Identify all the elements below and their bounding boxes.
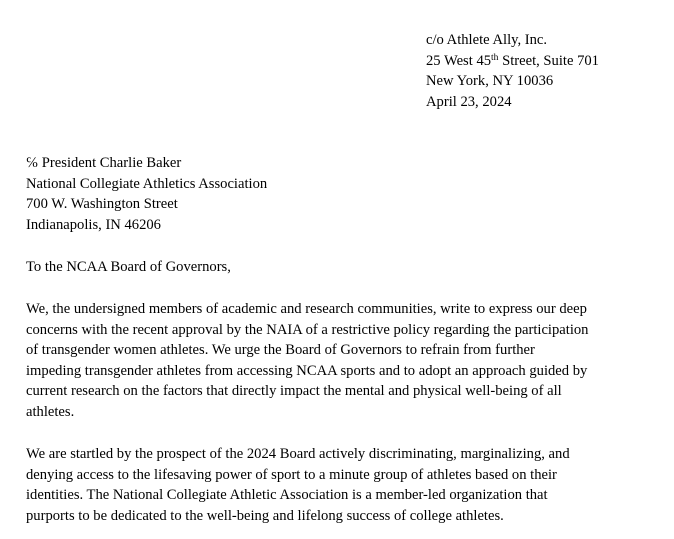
body-paragraph-2 bbox=[26, 444, 648, 526]
paragraph-line: current research on the factors that directly impact the mental and physical well-being of all bbox=[26, 383, 562, 400]
paragraph-line: We, the undersigned members of academic and research communities, write to express our deep bbox=[26, 301, 587, 317]
sender-organization: c/o Athlete Ally, Inc. bbox=[426, 32, 548, 48]
paragraph-line: impeding transgender athletes from accessing NCAA sports and to adopt an approach guided by bbox=[26, 362, 588, 379]
sender-street-number: 25 West 45 bbox=[426, 52, 492, 69]
recipient-name: ℅ President Charlie Baker bbox=[26, 155, 182, 171]
recipient-street: 700 W. Washington Street bbox=[26, 196, 178, 213]
recipient-city: Indianapolis, IN 46206 bbox=[26, 216, 161, 233]
recipient-address-block bbox=[26, 153, 267, 235]
paragraph-line: denying access to the lifesaving power of sport to a minute group of athletes based on their bbox=[26, 466, 557, 483]
salutation: To the NCAA Board of Governors, bbox=[26, 259, 231, 275]
sender-address-block bbox=[426, 30, 599, 112]
sender-street-rest: Street, Suite 701 bbox=[498, 52, 599, 69]
paragraph-line: identities. The National Collegiate Athletic Association is a member-led organization that bbox=[26, 487, 548, 504]
paragraph-line: of transgender women athletes. We urge the Board of Governors to refrain from further bbox=[26, 342, 535, 359]
body-paragraph-1 bbox=[26, 299, 648, 423]
paragraph-line: We are startled by the prospect of the 2024 Board actively discriminating, marginalizing, and bbox=[26, 446, 570, 462]
sender-street bbox=[426, 51, 599, 72]
letter-date: April 23, 2024 bbox=[426, 93, 512, 110]
recipient-organization: National Collegiate Athletics Association bbox=[26, 175, 268, 192]
paragraph-line: purports to be dedicated to the well-being and lifelong success of college athletes. bbox=[26, 507, 504, 524]
sender-street-suffix: th bbox=[491, 52, 499, 63]
paragraph-line: athletes. bbox=[26, 403, 75, 420]
sender-city: New York, NY 10036 bbox=[426, 73, 554, 90]
paragraph-line: concerns with the recent approval by the NAIA of a restrictive policy regarding the participation bbox=[26, 321, 589, 338]
